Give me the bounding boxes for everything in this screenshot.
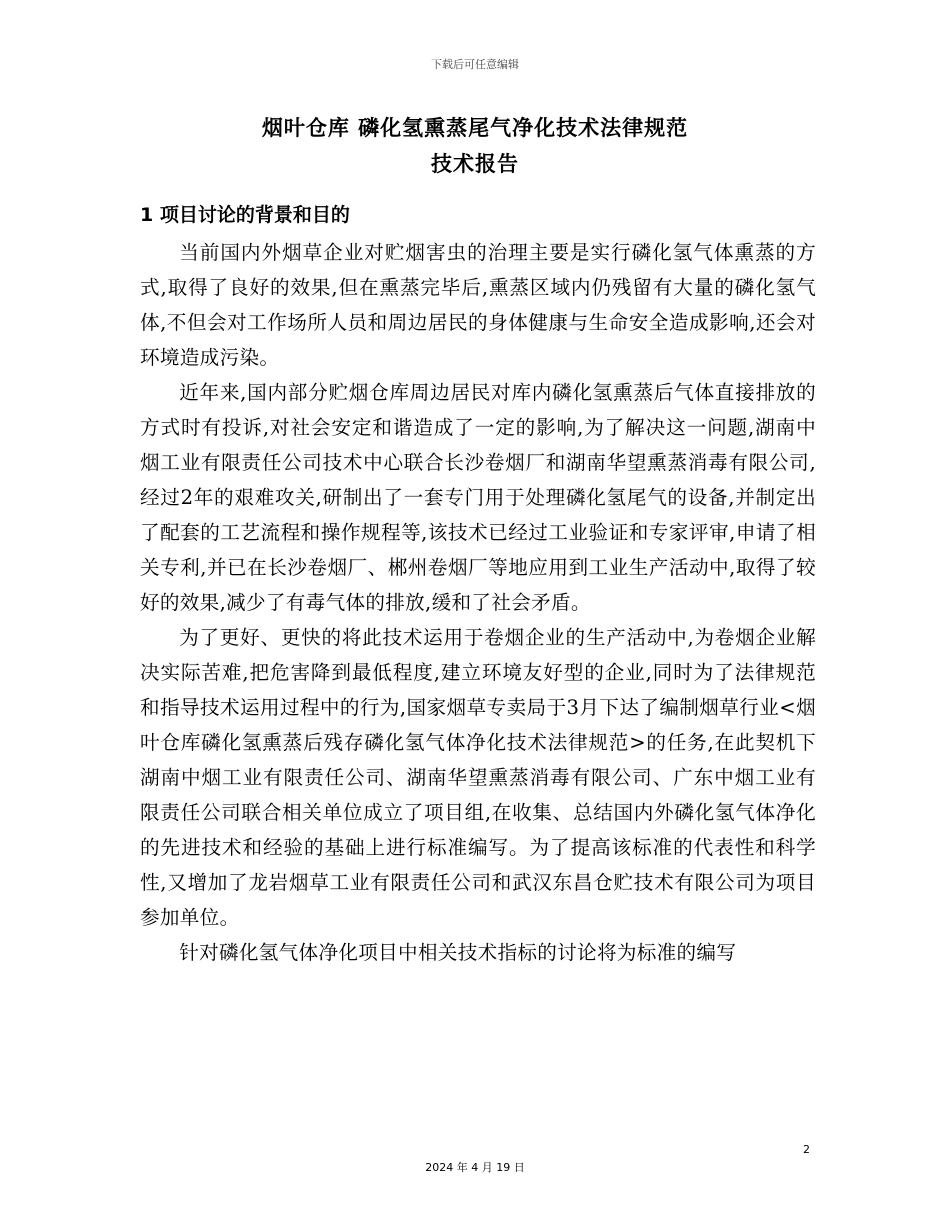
paragraph-1: 当前国内外烟草企业对贮烟害虫的治理主要是实行磷化氢气体熏蒸的方式,取得了良好的效果,但在熏蒸完毕后,熏蒸区域内仍残留有大量的磷化氢气体,不但会对工作场所人员和周边居民的身体健康与生命安全造成影响,还会对环境造成污染。 xyxy=(140,241,816,369)
paragraph-2: 近年来,国内部分贮烟仓库周边居民对库内磷化氢熏蒸后气体直接排放的方式时有投诉,对社会安定和谐造成了一定的影响,为了解决这一问题,湖南中烟工业有限责任公司技术中心联合长沙卷烟厂和湖南华望熏蒸消毒有限公司,经过2年的艰难攻关,研制出了一套专门用于处理磷化氢尾气的设备,并制定出了配套的工艺流程和操作规程等,该技术已经过工业验证和专家评审,申请了相关专利,并已在长沙卷烟厂、郴州卷烟厂等地应用到工业生产活动中,取得了较好的效果,减少了有毒气体的排放,缓和了社会矛盾。 xyxy=(140,381,816,614)
page-number: 2 xyxy=(803,1143,810,1156)
page-header: 下载后可任意编辑 xyxy=(431,58,519,71)
paragraph-4: 针对磷化氢气体净化项目中相关技术指标的讨论将为标准的编写 xyxy=(179,941,737,964)
document-subtitle: 技术报告 xyxy=(431,152,519,176)
page-footer-date: 2024 年 4 月 19 日 xyxy=(425,1161,525,1174)
paragraph-3: 为了更好、更快的将此技术运用于卷烟企业的生产活动中,为卷烟企业解决实际苦难,把危害降到最低程度,建立环境友好型的企业,同时为了法律规范和指导技术运用过程中的行为,国家烟草专卖局于3月下达了编制烟草行业<烟叶仓库磷化氢熏蒸后残存磷化氢气体净化技术法律规范>的任务,在此契机下湖南中烟工业有限责任公司、湖南华望熏蒸消毒有限公司、广东中烟工业有限责任公司联合相关单位成立了项目组,在收集、总结国内外磷化氢气体净化的先进技术和经验的基础上进行标准编写。为了提高该标准的代表性和科学性,又增加了龙岩烟草工业有限责任公司和武汉东昌仓贮技术有限公司为项目参加单位。 xyxy=(140,626,816,929)
document-title: 烟叶仓库 磷化氢熏蒸尾气净化技术法律规范 xyxy=(261,116,689,140)
section-heading: 1 项目讨论的背景和目的 xyxy=(140,204,350,226)
body-text xyxy=(140,235,816,970)
